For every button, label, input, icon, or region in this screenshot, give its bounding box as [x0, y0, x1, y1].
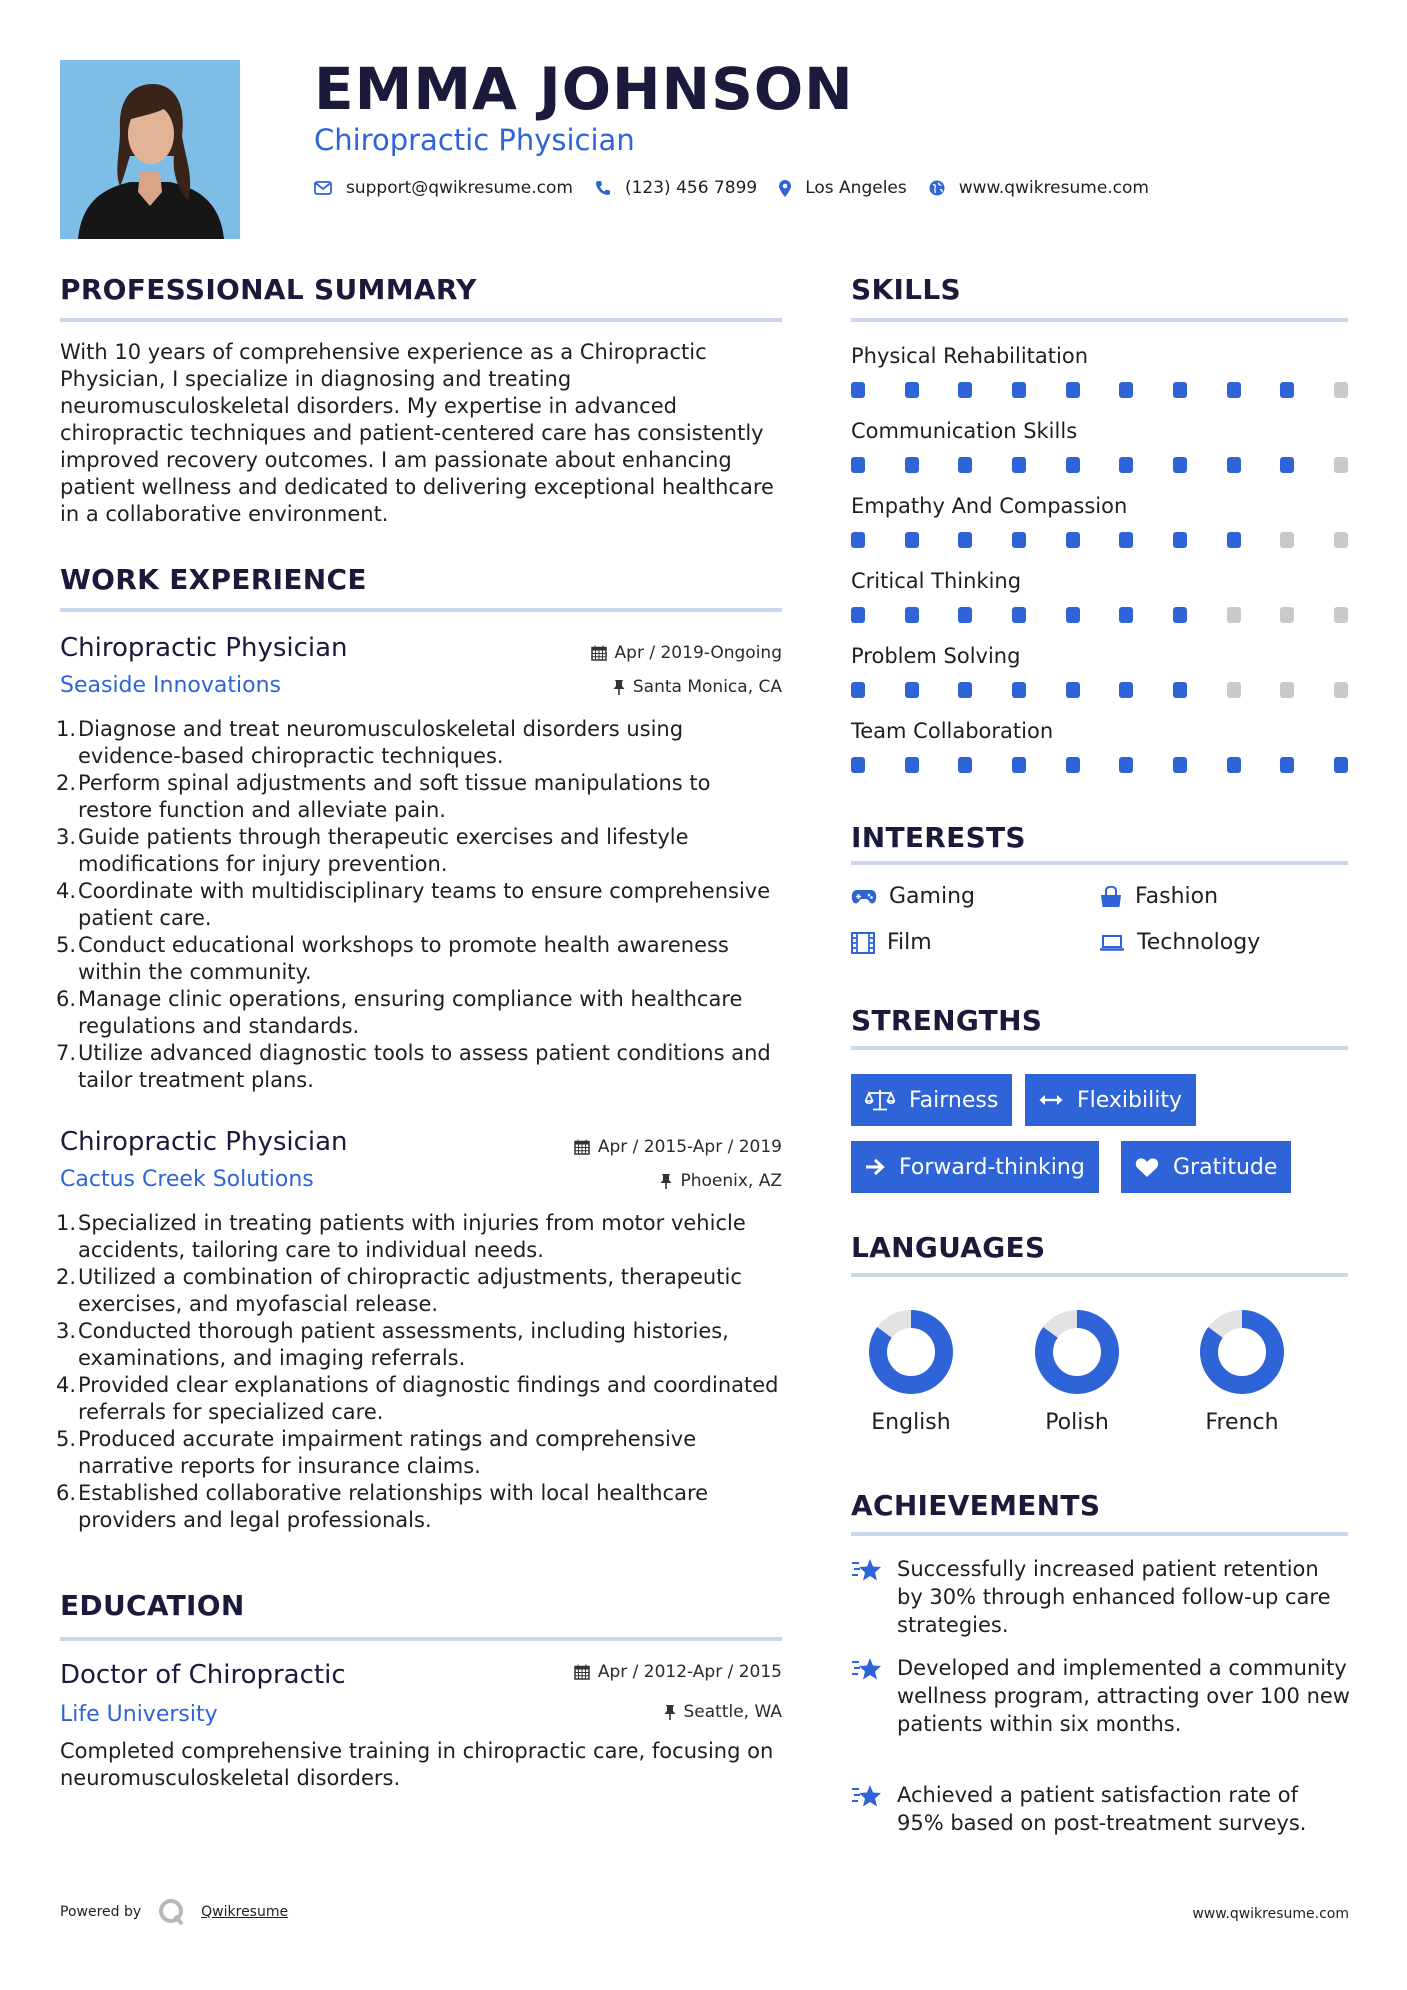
skill-dot — [1119, 682, 1133, 698]
skill-dot — [851, 382, 865, 398]
skill-dot — [1227, 682, 1241, 698]
contact-website[interactable] — [929, 178, 1149, 198]
language-donut — [1197, 1307, 1287, 1397]
skill-dot — [1012, 682, 1026, 698]
list-item: 5. Produced accurate impairment ratings and comprehensive narrative reports for insurance claims. — [55, 1427, 697, 1478]
list-item: 5. Conduct educational workshops to promote health awareness within the community. — [55, 933, 729, 984]
strength-label: Forward-thinking — [899, 1154, 1085, 1180]
list-item: 6. Established collaborative relationships with local healthcare providers and legal professionals. — [55, 1481, 709, 1532]
skill-label: Problem Solving — [851, 644, 1021, 668]
footer-powered-by — [60, 1897, 288, 1927]
skill-label: Team Collaboration — [851, 719, 1054, 743]
language-item — [1007, 1307, 1147, 1437]
list-item: 1. Diagnose and treat neuromusculoskeletal disorders using evidence-based chiropractic techniques. — [55, 717, 684, 768]
balance-scale-icon — [865, 1089, 895, 1111]
skill-dot — [1012, 757, 1026, 773]
skill-dot — [905, 382, 919, 398]
skill-dot — [1280, 757, 1294, 773]
school-name[interactable]: Life University — [60, 1702, 218, 1727]
pushpin-icon — [664, 1704, 676, 1720]
skill-dot — [1173, 457, 1187, 473]
strength-tag — [1121, 1141, 1291, 1193]
skill-dot — [1227, 757, 1241, 773]
skill-dot — [1066, 457, 1080, 473]
website-text: www.qwikresume.com — [958, 178, 1149, 198]
candidate-name: EMMA JOHNSON — [314, 55, 854, 123]
summary-text: With 10 years of comprehensive experience as a Chiropractic Physician, I specialize in diagnosing and treating neuromusculoskeletal disorders. My expertise in advanced chiropractic techniques and patient-centered care has consistently improved recovery outcomes. I am passionate about enhancing patient wellness and dedicated to delivering exceptional healthcare in a collaborative environment. — [60, 340, 774, 526]
job-dates-text: Apr / 2019-Ongoing — [614, 643, 782, 663]
skill-dot — [1119, 607, 1133, 623]
skill-dot — [1227, 457, 1241, 473]
interests-divider — [851, 861, 1348, 865]
interest-label: Film — [887, 930, 932, 955]
experience-heading: WORK EXPERIENCE — [60, 563, 367, 596]
map-pin-icon — [779, 180, 791, 197]
contact-location — [779, 178, 907, 198]
language-donut — [866, 1307, 956, 1397]
languages-divider — [851, 1273, 1348, 1277]
list-item: 2. Perform spinal adjustments and soft tissue manipulations to restore function and alleviate pain. — [55, 771, 711, 822]
strength-tag — [851, 1074, 1012, 1126]
skills-heading: SKILLS — [851, 273, 961, 306]
qwikresume-logo-icon — [157, 1897, 187, 1927]
skill-dot — [1280, 682, 1294, 698]
skill-dot — [1227, 532, 1241, 548]
achievement-text: Developed and implemented a community wellness program, attracting over 100 new patients within six months. — [897, 1656, 1350, 1736]
achievement-item — [851, 1555, 1351, 1639]
calendar-icon — [591, 645, 607, 661]
pushpin-icon — [613, 679, 625, 695]
education-divider — [60, 1637, 782, 1641]
job-title: Chiropractic Physician — [60, 633, 348, 663]
skill-dot — [1334, 532, 1348, 548]
skill-dot — [905, 532, 919, 548]
strengths-divider — [851, 1046, 1348, 1050]
skill-dot — [1173, 682, 1187, 698]
strength-label: Gratitude — [1173, 1154, 1278, 1180]
skill-dot — [1012, 532, 1026, 548]
contact-email[interactable] — [314, 178, 573, 198]
job-dates — [574, 1136, 782, 1158]
education-location — [664, 1701, 783, 1723]
skill-dot — [1227, 607, 1241, 623]
education-dates-text: Apr / 2012-Apr / 2015 — [597, 1662, 782, 1682]
skill-dot — [1012, 457, 1026, 473]
skill-label: Communication Skills — [851, 419, 1078, 443]
skill-rating — [851, 682, 1348, 698]
phone-icon — [595, 180, 611, 196]
person-silhouette-icon — [60, 60, 240, 239]
shooting-star-icon — [851, 1656, 883, 1682]
skill-dot — [1173, 757, 1187, 773]
laptop-icon — [1099, 934, 1125, 952]
skill-dot — [1280, 457, 1294, 473]
candidate-title: Chiropractic Physician — [314, 123, 635, 157]
language-donut — [1032, 1307, 1122, 1397]
skill-dot — [1066, 382, 1080, 398]
job-dates-text: Apr / 2015-Apr / 2019 — [597, 1137, 782, 1157]
skill-dot — [1066, 607, 1080, 623]
job-responsibilities — [55, 716, 790, 1094]
list-item: 3. Guide patients through therapeutic exercises and lifestyle modifications for injury prevention. — [55, 825, 689, 876]
job-location-text: Santa Monica, CA — [632, 677, 782, 697]
skill-dot — [1334, 682, 1348, 698]
skill-dot — [958, 532, 972, 548]
language-label: English — [871, 1410, 951, 1435]
list-item: 2. Utilized a combination of chiropractic adjustments, therapeutic exercises, and myofascial release. — [55, 1265, 742, 1316]
skill-dot — [1334, 607, 1348, 623]
achievement-item — [851, 1654, 1351, 1738]
skill-dot — [1173, 532, 1187, 548]
job-company[interactable]: Cactus Creek Solutions — [60, 1167, 314, 1192]
job-company[interactable]: Seaside Innovations — [60, 673, 281, 698]
skill-rating — [851, 757, 1348, 773]
arrows-horizontal-icon — [1039, 1094, 1063, 1106]
interest-technology — [1099, 929, 1260, 957]
education-dates — [574, 1661, 782, 1683]
shooting-star-icon — [851, 1557, 883, 1583]
language-label: Polish — [1045, 1410, 1109, 1435]
pushpin-icon — [660, 1173, 672, 1189]
film-icon — [851, 932, 875, 954]
gamepad-icon — [851, 888, 877, 906]
language-item — [1172, 1307, 1312, 1437]
skill-dot — [905, 757, 919, 773]
skill-dot — [851, 457, 865, 473]
list-item: 1. Specialized in treating patients with injuries from motor vehicle accidents, tailoring care to individual needs. — [55, 1211, 746, 1262]
language-label: French — [1205, 1410, 1279, 1435]
skill-dot — [1280, 607, 1294, 623]
strength-label: Flexibility — [1077, 1087, 1182, 1113]
skill-dot — [1119, 382, 1133, 398]
skill-dot — [1066, 532, 1080, 548]
phone-text: (123) 456 7899 — [624, 178, 758, 198]
location-text: Los Angeles — [805, 178, 907, 198]
skills-divider — [851, 318, 1348, 322]
powered-by-text: Powered by — [60, 1904, 142, 1920]
skill-dot — [1334, 382, 1348, 398]
skill-rating — [851, 607, 1348, 623]
skill-dot — [1066, 682, 1080, 698]
interest-label: Technology — [1137, 930, 1261, 955]
skill-dot — [1119, 757, 1133, 773]
skill-dot — [1066, 757, 1080, 773]
shopping-bag-icon — [1099, 886, 1123, 908]
skill-dot — [905, 457, 919, 473]
job-title: Chiropractic Physician — [60, 1127, 348, 1157]
degree-title: Doctor of Chiropractic — [60, 1660, 346, 1690]
achievement-text: Successfully increased patient retention by 30% through enhanced follow-up care strategies. — [897, 1557, 1331, 1637]
languages-heading: LANGUAGES — [851, 1231, 1046, 1264]
strengths-heading: STRENGTHS — [851, 1004, 1043, 1037]
heart-icon — [1135, 1157, 1159, 1178]
achievement-item — [851, 1781, 1351, 1837]
email-text: support@qwikresume.com — [346, 178, 573, 198]
skill-dot — [1119, 532, 1133, 548]
footer-website[interactable]: www.qwikresume.com — [1192, 1906, 1349, 1922]
experience-divider — [60, 608, 782, 612]
skill-dot — [905, 607, 919, 623]
skill-dot — [958, 757, 972, 773]
education-description: Completed comprehensive training in chiropractic care, focusing on neuromusculoskeletal disorders. — [60, 1739, 774, 1790]
interest-label: Fashion — [1135, 884, 1219, 909]
list-item: 4. Provided clear explanations of diagnostic findings and coordinated referrals for specialized care. — [55, 1373, 779, 1424]
skill-dot — [958, 382, 972, 398]
globe-icon — [929, 180, 945, 196]
summary-heading: PROFESSIONAL SUMMARY — [60, 273, 477, 306]
list-item: 3. Conducted thorough patient assessments, including histories, examinations, and imaging referrals. — [55, 1319, 729, 1370]
list-item: 4. Coordinate with multidisciplinary teams to ensure comprehensive patient care. — [55, 879, 771, 930]
skill-rating — [851, 382, 1348, 398]
skill-label: Critical Thinking — [851, 569, 1022, 593]
job-location — [660, 1170, 782, 1192]
job-responsibilities — [55, 1210, 790, 1534]
shooting-star-icon — [851, 1783, 883, 1809]
skill-dot — [1119, 457, 1133, 473]
achievement-text: Achieved a patient satisfaction rate of 95% based on post-treatment surveys. — [897, 1783, 1307, 1835]
job-location-text: Phoenix, AZ — [680, 1171, 782, 1191]
skill-dot — [1334, 757, 1348, 773]
education-heading: EDUCATION — [60, 1589, 245, 1622]
skill-dot — [1012, 382, 1026, 398]
arrow-right-icon — [865, 1158, 885, 1176]
achievements-divider — [851, 1532, 1348, 1536]
skill-dot — [1173, 607, 1187, 623]
profile-photo — [60, 60, 240, 239]
skill-rating — [851, 532, 1348, 548]
interest-film — [851, 929, 932, 957]
job-location — [613, 676, 782, 698]
contact-phone[interactable] — [595, 178, 757, 198]
interest-fashion — [1099, 883, 1218, 911]
strength-tag — [1025, 1074, 1196, 1126]
strength-label: Fairness — [909, 1087, 999, 1113]
contact-bar — [314, 178, 1171, 198]
interest-gaming — [851, 883, 975, 911]
skill-label: Empathy And Compassion — [851, 494, 1128, 518]
language-item — [841, 1307, 981, 1437]
skill-rating — [851, 457, 1348, 473]
achievements-heading: ACHIEVEMENTS — [851, 1489, 1101, 1522]
summary-divider — [60, 318, 782, 322]
envelope-icon — [314, 181, 332, 195]
skill-dot — [1280, 382, 1294, 398]
skill-dot — [1227, 382, 1241, 398]
skill-dot — [958, 682, 972, 698]
skill-dot — [1173, 382, 1187, 398]
job-dates — [591, 642, 782, 664]
education-location-text: Seattle, WA — [683, 1702, 782, 1722]
list-item: 6. Manage clinic operations, ensuring compliance with healthcare regulations and standards. — [55, 987, 743, 1038]
interest-label: Gaming — [889, 884, 975, 909]
list-item: 7. Utilize advanced diagnostic tools to assess patient conditions and tailor treatment plans. — [55, 1041, 771, 1092]
skill-dot — [851, 532, 865, 548]
skill-dot — [905, 682, 919, 698]
strength-tag — [851, 1141, 1099, 1193]
skill-label: Physical Rehabilitation — [851, 344, 1089, 368]
interests-heading: INTERESTS — [851, 821, 1026, 854]
calendar-icon — [574, 1139, 590, 1155]
skill-dot — [958, 457, 972, 473]
calendar-icon — [574, 1664, 590, 1680]
skill-dot — [958, 607, 972, 623]
skill-dot — [851, 607, 865, 623]
skill-dot — [1012, 607, 1026, 623]
skill-dot — [1334, 457, 1348, 473]
skill-dot — [1280, 532, 1294, 548]
skill-dot — [851, 682, 865, 698]
skill-dot — [851, 757, 865, 773]
brand-link[interactable]: Qwikresume — [201, 1904, 289, 1920]
